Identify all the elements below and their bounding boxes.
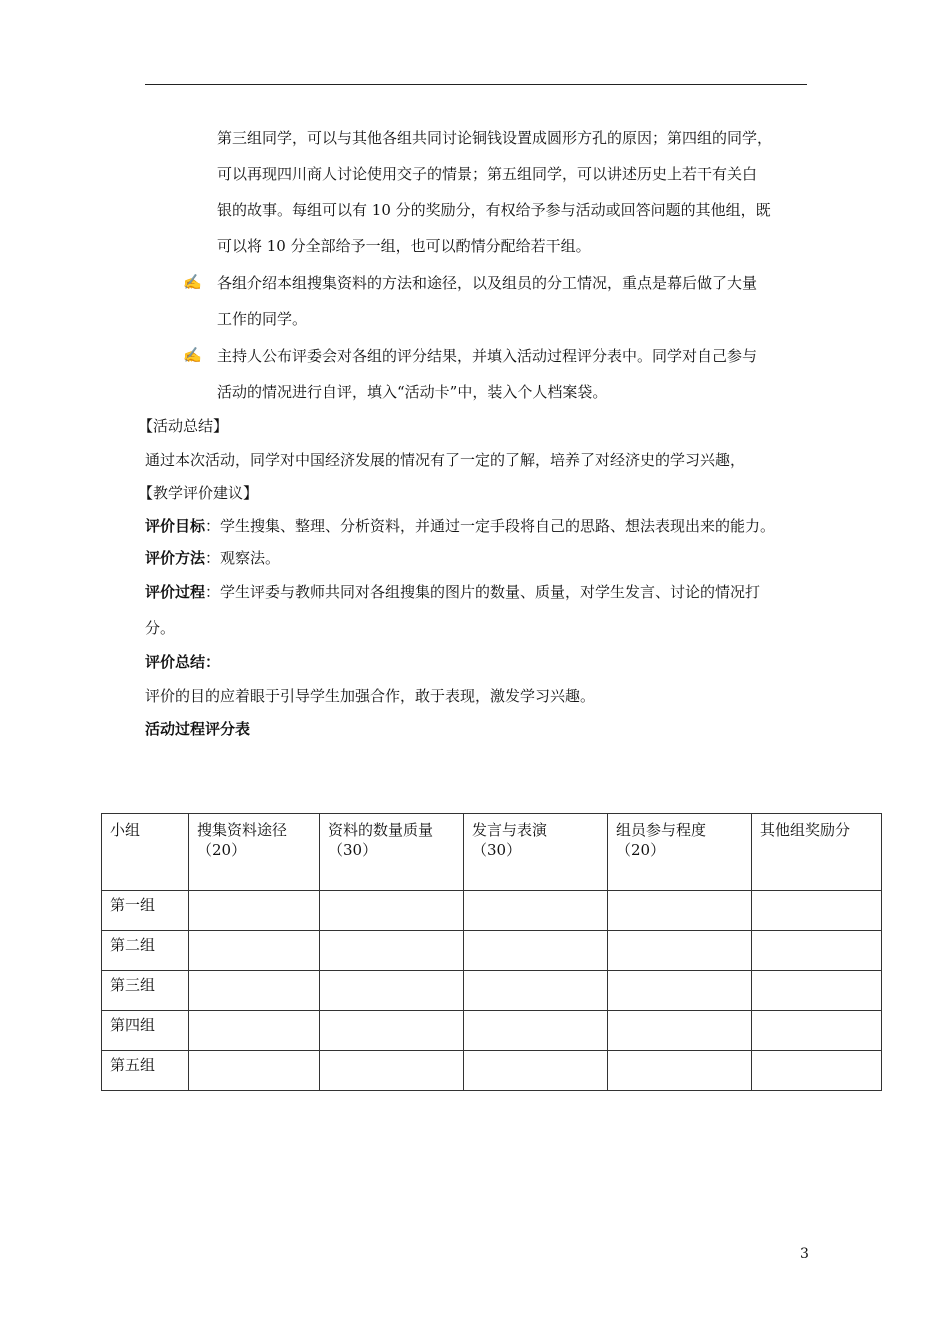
eval-summary-label: 评价总结：	[145, 653, 221, 671]
paragraph-line: 可以再现四川商人讨论使用交子的情景；第五组同学，可以讲述历史上若干有关白	[217, 165, 758, 183]
score-table	[101, 813, 882, 1091]
header-cell-group: 小组	[102, 814, 189, 891]
header-cell-speech: 发言与表演 （30）	[464, 814, 608, 891]
page-number: 3	[800, 1246, 809, 1262]
table-header-row	[102, 814, 882, 891]
summary-text: 通过本次活动，同学对中国经济发展的情况有了一定的了解，培养了对经济史的学习兴趣，	[145, 451, 746, 469]
table-row	[102, 931, 882, 971]
header-rule	[145, 84, 807, 85]
section-heading-evaluation: 【教学评价建议】	[138, 484, 259, 502]
table-row	[102, 1051, 882, 1091]
paragraph-line: 第三组同学，可以与其他各组共同讨论铜钱设置成圆形方孔的原因；第四组的同学，	[217, 129, 773, 147]
eval-method-label: 评价方法	[145, 549, 206, 567]
row-label: 第一组	[102, 891, 189, 931]
eval-method	[145, 548, 280, 568]
header-cell-collection: 搜集资料途径 （20）	[189, 814, 320, 891]
header-cell-bonus: 其他组奖励分	[752, 814, 882, 891]
bullet-line: 工作的同学。	[217, 310, 308, 328]
paragraph-line: 银的故事。每组可以有 10 分的奖励分，有权给予参与活动或回答问题的其他组，既	[217, 201, 771, 219]
eval-process-text: ：学生评委与教师共同对各组搜集的图片的数量、质量，对学生发言、讨论的情况打	[205, 583, 761, 601]
section-heading-summary: 【活动总结】	[138, 417, 229, 435]
eval-process-cont: 分。	[145, 619, 176, 637]
row-label: 第二组	[102, 931, 189, 971]
table-title: 活动过程评分表	[145, 720, 251, 738]
eval-goal-label: 评价目标	[145, 517, 206, 535]
table-row	[102, 891, 882, 931]
eval-process-label: 评价过程	[145, 583, 206, 601]
eval-summary-text: 评价的目的应着眼于引导学生加强合作，敢于表现，激发学习兴趣。	[145, 687, 596, 705]
bullet-line: 主持人公布评委会对各组的评分结果，并填入活动过程评分表中。同学对自己参与	[217, 347, 758, 365]
row-label: 第三组	[102, 971, 189, 1011]
table-row	[102, 1011, 882, 1051]
bullet-line: 各组介绍本组搜集资料的方法和途径，以及组员的分工情况，重点是幕后做了大量	[217, 274, 758, 292]
row-label: 第五组	[102, 1051, 189, 1091]
table-row	[102, 971, 882, 1011]
header-cell-quantity: 资料的数量质量 （30）	[320, 814, 464, 891]
eval-goal-text: ：学生搜集、整理、分析资料，并通过一定手段将自己的思路、想法表现出来的能力。	[205, 517, 776, 535]
eval-goal	[145, 516, 775, 536]
row-label: 第四组	[102, 1011, 189, 1051]
eval-method-text: ：观察法。	[205, 549, 281, 567]
pen-bullet-icon: ✍	[183, 273, 202, 291]
eval-process	[145, 582, 760, 602]
pen-bullet-icon: ✍	[183, 346, 202, 364]
header-cell-participation: 组员参与程度 （20）	[608, 814, 752, 891]
paragraph-line: 可以将 10 分全部给予一组，也可以酌情分配给若干组。	[217, 237, 591, 255]
bullet-line: 活动的情况进行自评，填入“活动卡”中，装入个人档案袋。	[217, 383, 608, 401]
